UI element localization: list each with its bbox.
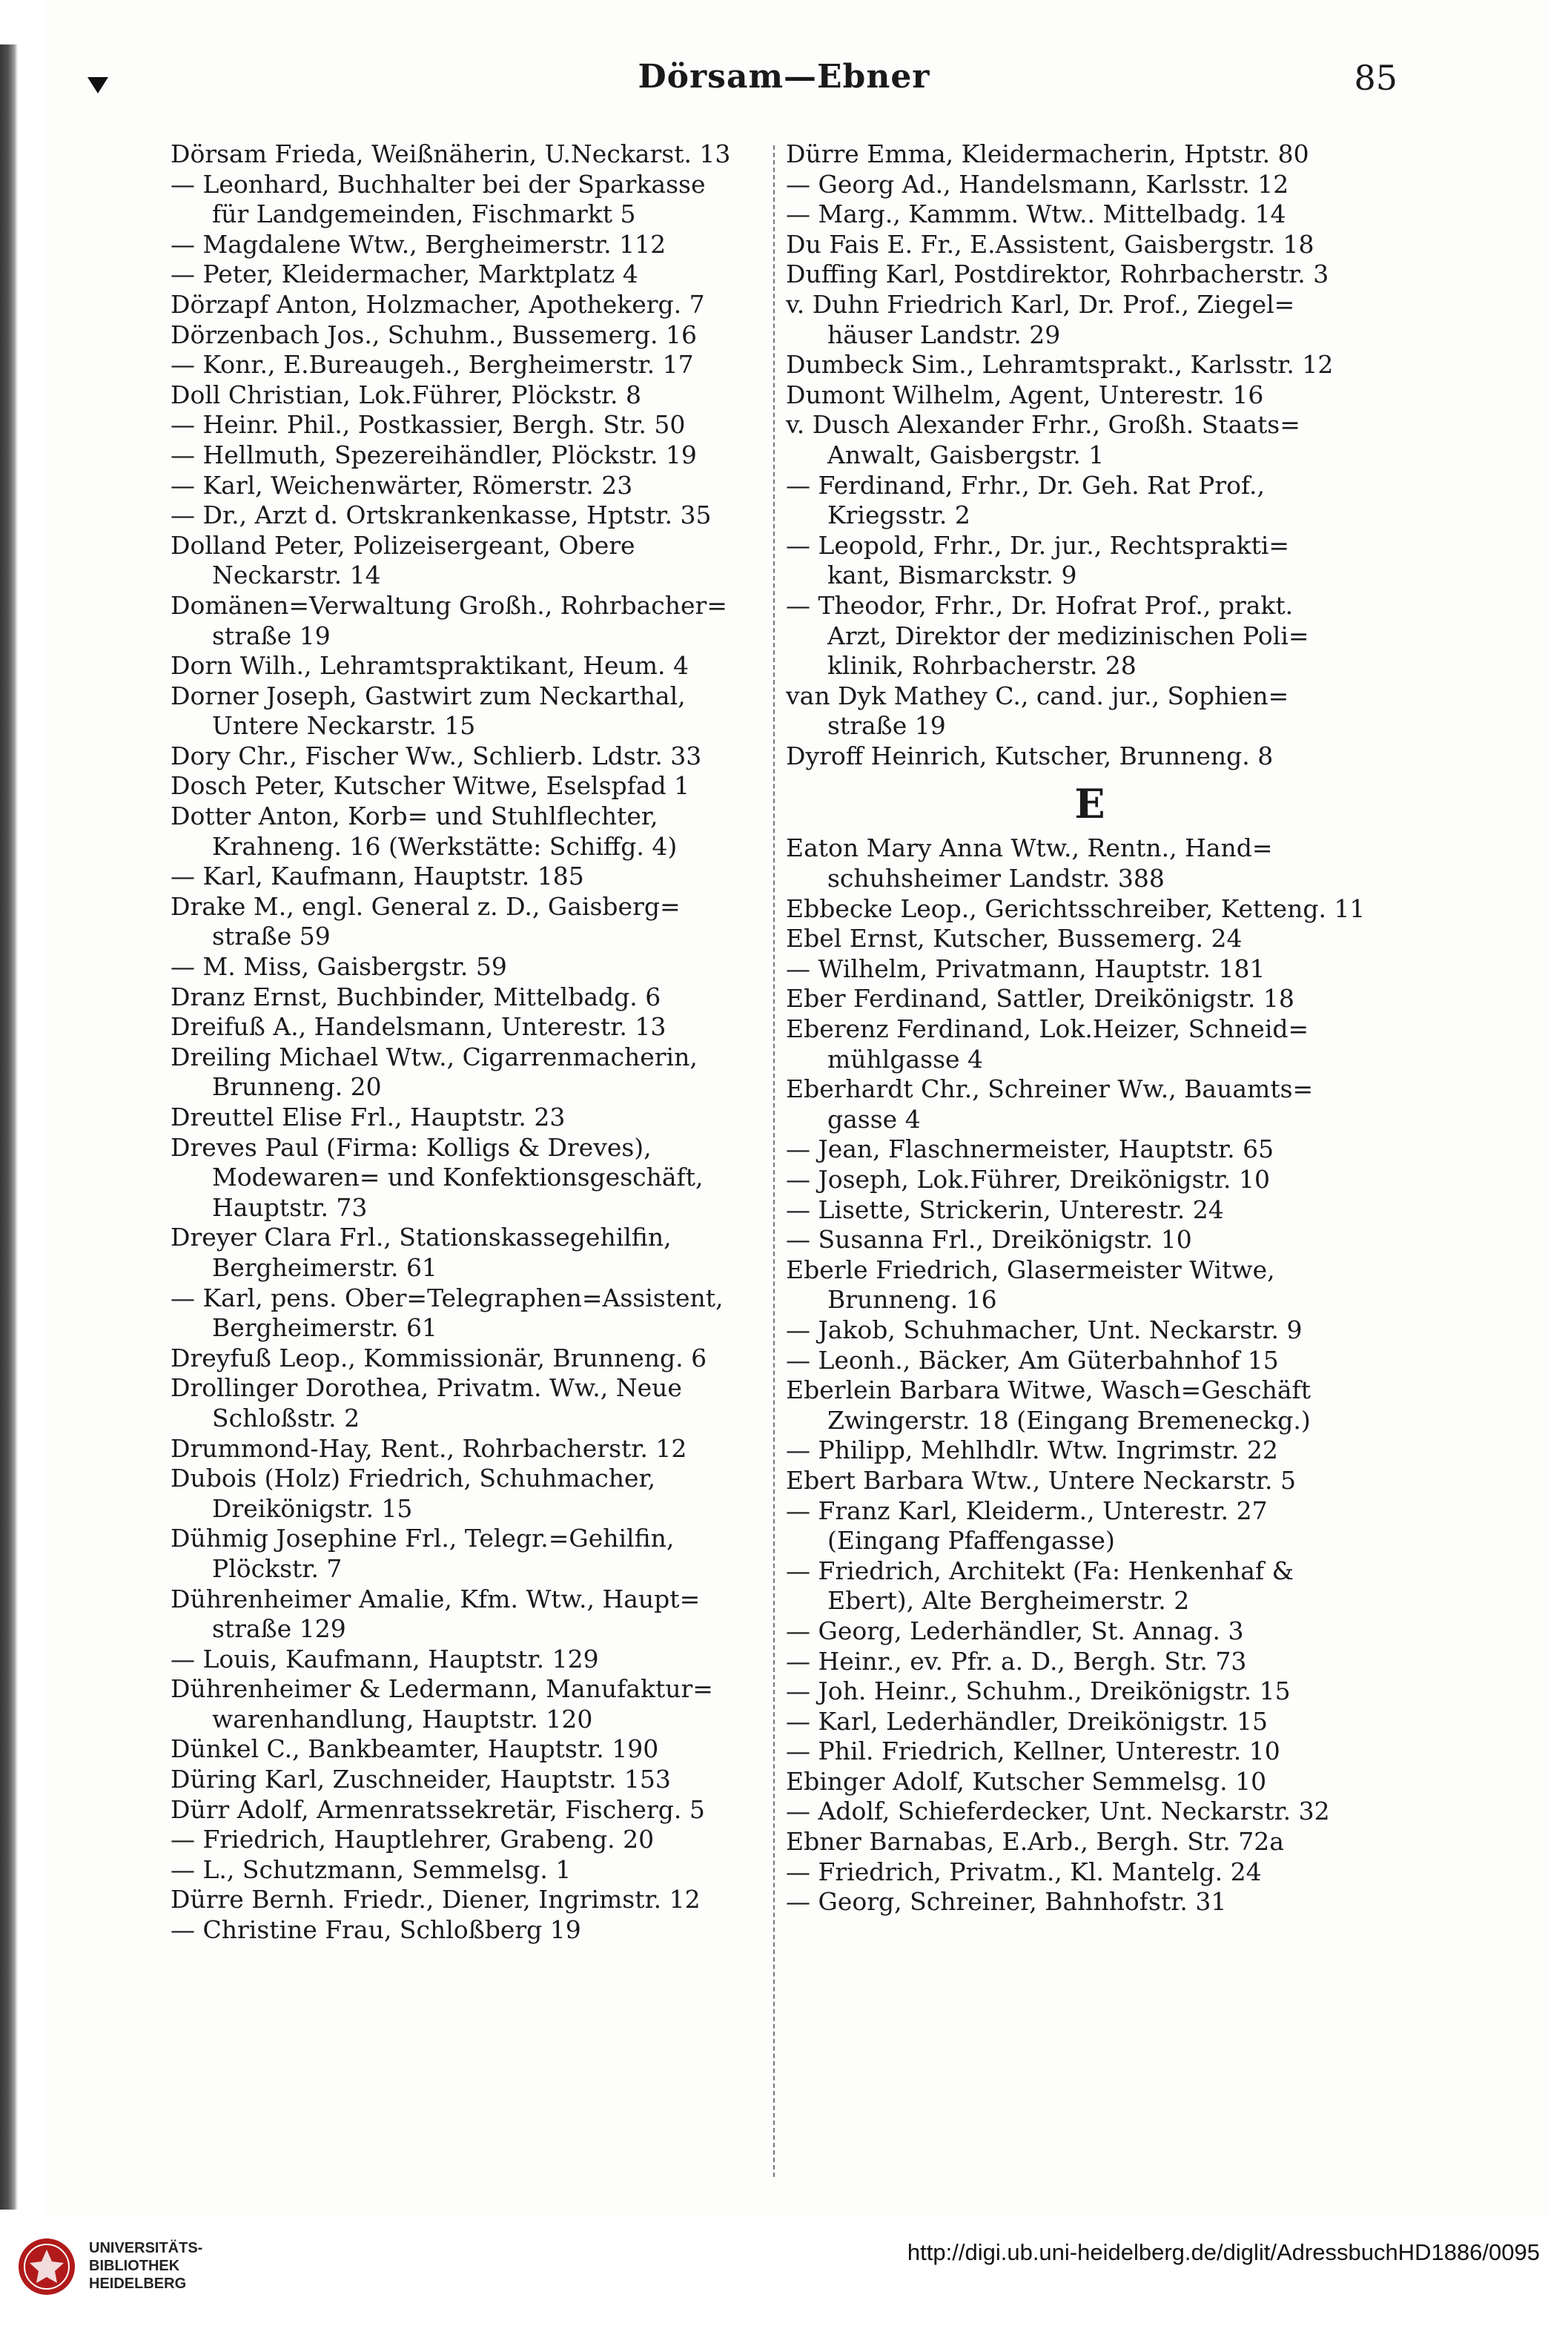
left-column [171,139,778,1946]
directory-entry-line: Bergheimerstr. 61 [212,1252,437,1282]
directory-entry-line: Dührenheimer Amalie, Kfm. Wtw., Haupt= [171,1584,701,1613]
directory-entry-line: straße 59 [212,922,331,951]
directory-entry-line: Dreves Paul (Firma: Kolligs & Dreves), [171,1132,652,1162]
directory-entry-line: Dubois (Holz) Friedrich, Schuhmacher, [171,1464,656,1493]
directory-entry-line: Dorner Joseph, Gastwirt zum Neckarthal, [171,681,686,710]
directory-entry-line: Duffing Karl, Postdirektor, Rohrbacherstr. 3 [786,260,1329,289]
directory-entry-line: Ebner Barnabas, E.Arb., Bergh. Str. 72a [786,1827,1284,1857]
directory-entry-line: Modewaren= und Konfektionsgeschäft, [212,1163,704,1192]
directory-entry-line: — Susanna Frl., Dreikönigstr. 10 [786,1225,1192,1255]
directory-entry-line: schuhsheimer Landstr. 388 [827,864,1165,893]
directory-entry-line: — Franz Karl, Kleiderm., Unterestr. 27 [786,1496,1268,1525]
directory-entry-line: v. Duhn Friedrich Karl, Dr. Prof., Ziegel= [786,289,1295,319]
directory-entry-line: straße 129 [212,1614,346,1644]
directory-entry-line: v. Dusch Alexander Frhr., Großh. Staats= [786,410,1300,440]
directory-entry-line: warenhandlung, Hauptstr. 120 [212,1704,593,1734]
page-number: 85 [1354,58,1397,98]
directory-entry-line: Drake M., engl. General z. D., Gaisberg= [171,891,681,921]
directory-entry-line: Dumont Wilhelm, Agent, Unterestr. 16 [786,380,1264,409]
directory-entry-line: Dreuttel Elise Frl., Hauptstr. 23 [171,1103,566,1131]
directory-entry-line: Eberlein Barbara Witwe, Wasch=Geschäft [786,1375,1311,1405]
directory-entry-line: — Heinr., ev. Pfr. a. D., Bergh. Str. 73 [786,1646,1247,1676]
directory-entry-line: Anwalt, Gaisbergstr. 1 [827,440,1105,469]
directory-entry-line: Eaton Mary Anna Wtw., Rentn., Hand= [786,833,1273,863]
directory-entry-line: Ebbecke Leop., Gerichtsschreiber, Ketteng. 11 [786,893,1366,923]
directory-entry-line: Düring Karl, Zuschneider, Hauptstr. 153 [171,1765,671,1794]
directory-entry-line: klinik, Rohrbacherstr. 28 [827,651,1137,681]
directory-entry-line: — Christine Frau, Schloßberg 19 [171,1915,581,1945]
directory-entry-line: Plöckstr. 7 [212,1553,343,1583]
directory-entry-line: Dürre Bernh. Friedr., Diener, Ingrimstr. 12 [171,1885,701,1914]
university-seal-icon [16,2236,77,2297]
directory-entry-line: Arzt, Direktor der medizinischen Poli= [827,621,1309,650]
directory-entry-line: Eberle Friedrich, Glasermeister Witwe, [786,1255,1275,1284]
directory-entry-line: straße 19 [212,621,331,650]
directory-entry-line: Schloßstr. 2 [212,1403,360,1433]
directory-entry-line: — Konr., E.Bureaugeh., Bergheimerstr. 17 [171,350,694,380]
directory-entry-line: — Karl, Weichenwärter, Römerstr. 23 [171,470,633,500]
directory-entry-line: Drummond-Hay, Rent., Rohrbacherstr. 12 [171,1433,687,1463]
directory-entry-line: Dumbeck Sim., Lehramtsprakt., Karlsstr. 12 [786,350,1334,380]
directory-entry-line: (Eingang Pfaffengasse) [827,1526,1115,1556]
directory-entry-line: — Jean, Flaschnermeister, Hauptstr. 65 [786,1134,1274,1164]
directory-entry-line: Dreyfuß Leop., Kommissionär, Brunneng. 6 [171,1343,707,1372]
directory-entry-line: Ebinger Adolf, Kutscher Semmelsg. 10 [786,1766,1267,1796]
logo-line: BIBLIOTHEK [89,2258,180,2274]
directory-entry-line: — Karl, Kaufmann, Hauptstr. 185 [171,862,584,891]
directory-entry-line: van Dyk Mathey C., cand. jur., Sophien= [786,681,1289,710]
directory-entry-line: — Joseph, Lok.Führer, Dreikönigstr. 10 [786,1165,1270,1194]
directory-entry-line: Eberenz Ferdinand, Lok.Heizer, Schneid= [786,1014,1309,1044]
directory-entry-line: — Phil. Friedrich, Kellner, Unterestr. 10 [786,1737,1280,1766]
directory-entry-line: — Friedrich, Hauptlehrer, Grabeng. 20 [171,1825,655,1854]
directory-entry-line: Brunneng. 20 [212,1072,382,1102]
directory-entry-line: — Theodor, Frhr., Dr. Hofrat Prof., prakt. [786,590,1294,620]
directory-entry-line: Dreikönigstr. 15 [212,1493,413,1523]
directory-entry-line: straße 19 [827,711,946,741]
logo-line: HEIDELBERG [89,2276,187,2292]
directory-entry-line: Zwingerstr. 18 (Eingang Bremeneckg.) [827,1405,1311,1435]
library-logo-text [89,2239,202,2293]
directory-entry-line: Dosch Peter, Kutscher Witwe, Eselspfad 1 [171,771,690,801]
directory-entry-line: — Marg., Kammm. Wtw.. Mittelbadg. 14 [786,199,1286,229]
directory-entry-line: Dory Chr., Fischer Ww., Schlierb. Ldstr. 33 [171,741,702,770]
directory-entry-line: Dörzapf Anton, Holzmacher, Apothekerg. 7 [171,289,705,319]
directory-entry-line: — M. Miss, Gaisbergstr. 59 [171,952,507,982]
directory-entry-line: — Friedrich, Privatm., Kl. Mantelg. 24 [786,1857,1262,1886]
directory-entry-line: — Adolf, Schieferdecker, Unt. Neckarstr. 32 [786,1797,1330,1826]
directory-entry-line: Dotter Anton, Korb= und Stuhlflechter, [171,802,658,831]
directory-entry-line: — Dr., Arzt d. Ortskrankenkasse, Hptstr. 35 [171,500,712,530]
directory-entry-line: Drollinger Dorothea, Privatm. Ww., Neue [171,1373,682,1403]
logo-line: UNIVERSITÄTS- [89,2240,203,2256]
directory-entry-line: gasse 4 [827,1104,921,1134]
directory-entry-line: — Heinr. Phil., Postkassier, Bergh. Str. 50 [171,410,686,440]
directory-entry-line: Eberhardt Chr., Schreiner Ww., Bauamts= [786,1074,1314,1104]
page-title: Dörsam—Ebner [638,58,930,96]
directory-entry-line: kant, Bismarckstr. 9 [827,561,1077,590]
directory-entry-line: — L., Schutzmann, Semmelsg. 1 [171,1854,572,1884]
directory-entry-line: mühlgasse 4 [827,1044,984,1074]
directory-entry-line: Ebert), Alte Bergheimerstr. 2 [827,1586,1190,1616]
section-letter-heading: E [1074,782,1105,827]
directory-entry-line: Ebert Barbara Wtw., Untere Neckarstr. 5 [786,1465,1296,1495]
directory-entry-line: Dolland Peter, Polizeisergeant, Obere [171,530,635,560]
directory-entry-line: Domänen=Verwaltung Großh., Rohrbacher= [171,590,727,620]
directory-entry-line: Dörsam Frieda, Weißnäherin, U.Neckarst. 13 [171,139,731,168]
directory-entry-line: Brunneng. 16 [827,1285,997,1315]
directory-entry-line: Dranz Ernst, Buchbinder, Mittelbadg. 6 [171,982,661,1011]
directory-entry-line: — Georg, Schreiner, Bahnhofstr. 31 [786,1887,1227,1917]
directory-entry-line: Dünkel C., Bankbeamter, Hauptstr. 190 [171,1734,659,1764]
directory-entry-line: — Georg, Lederhändler, St. Annag. 3 [786,1616,1244,1645]
directory-entry-line: Hauptstr. 73 [212,1192,368,1222]
directory-entry-line: Bergheimerstr. 61 [212,1313,437,1343]
directory-entry-line: — Magdalene Wtw., Bergheimerstr. 112 [171,229,666,259]
right-column [786,139,1394,1917]
directory-entry-line: — Friedrich, Architekt (Fa: Henkenhaf & [786,1556,1294,1585]
directory-entry-line: Dürr Adolf, Armenratssekretär, Fischerg. 5 [171,1794,705,1824]
directory-entry-line: Krahneng. 16 (Werkstätte: Schiffg. 4) [212,831,678,861]
directory-entry-line: — Leopold, Frhr., Dr. jur., Rechtsprakti= [786,530,1290,560]
directory-entry-line: — Leonhard, Buchhalter bei der Sparkasse [171,169,706,199]
footer-bar [0,2217,1568,2346]
directory-entry-line: Dühmig Josephine Frl., Telegr.=Gehilfin, [171,1524,675,1553]
source-url-link[interactable]: http://digi.ub.uni-heidelberg.de/diglit/AdressbuchHD1886/0095 [907,2239,1540,2265]
directory-entry-line: Kriegsstr. 2 [827,500,970,530]
directory-entry-line: Dorn Wilh., Lehramtspraktikant, Heum. 4 [171,651,689,681]
directory-entry-line: Dörzenbach Jos., Schuhm., Bussemerg. 16 [171,320,697,349]
directory-entry-line: — Joh. Heinr., Schuhm., Dreikönigstr. 15 [786,1676,1291,1706]
directory-entry-line: Dührenheimer & Ledermann, Manufaktur= [171,1674,713,1704]
directory-entry-line: Dyroff Heinrich, Kutscher, Brunneng. 8 [786,741,1274,770]
directory-entry-line: häuser Landstr. 29 [827,320,1061,349]
directory-entry-line: — Karl, pens. Ober=Telegraphen=Assistent, [171,1283,724,1312]
directory-entry-line: — Peter, Kleidermacher, Marktplatz 4 [171,260,638,289]
directory-entry-line: für Landgemeinden, Fischmarkt 5 [212,199,636,229]
book-spine-shadow [0,44,18,2210]
directory-entry-line: — Georg Ad., Handelsmann, Karlsstr. 12 [786,169,1289,199]
directory-entry-line: Dreyer Clara Frl., Stationskassegehilfin, [171,1223,672,1252]
directory-entry-line: — Philipp, Mehlhdlr. Wtw. Ingrimstr. 22 [786,1435,1278,1465]
directory-entry-line: — Hellmuth, Spezereihändler, Plöckstr. 19 [171,440,697,469]
directory-entry-line: Dürre Emma, Kleidermacherin, Hptstr. 80 [786,139,1309,168]
directory-entry-line: Dreifuß A., Handelsmann, Unterestr. 13 [171,1012,666,1042]
directory-entry-line: — Karl, Lederhändler, Dreikönigstr. 15 [786,1706,1268,1736]
directory-entry-line: Du Fais E. Fr., E.Assistent, Gaisbergstr. 18 [786,229,1314,259]
directory-entry-line: — Louis, Kaufmann, Hauptstr. 129 [171,1644,599,1673]
directory-entry-line: Neckarstr. 14 [212,561,381,590]
directory-entry-line: Dreiling Michael Wtw., Cigarrenmacherin, [171,1042,698,1071]
column-divider [773,145,775,2177]
directory-entry-line: Eber Ferdinand, Sattler, Dreikönigstr. 18 [786,984,1294,1014]
directory-entry-line: — Leonh., Bäcker, Am Güterbahnhof 15 [786,1345,1279,1375]
directory-entry-line: — Ferdinand, Frhr., Dr. Geh. Rat Prof., [786,470,1265,500]
directory-entry-line: Doll Christian, Lok.Führer, Plöckstr. 8 [171,380,641,409]
directory-entry-line: — Lisette, Strickerin, Unterestr. 24 [786,1195,1224,1224]
directory-entry-line: Untere Neckarstr. 15 [212,711,476,741]
directory-entry-line: — Jakob, Schuhmacher, Unt. Neckarstr. 9 [786,1315,1303,1344]
directory-entry-line: Ebel Ernst, Kutscher, Bussemerg. 24 [786,924,1243,954]
directory-entry-line: — Wilhelm, Privatmann, Hauptstr. 181 [786,954,1266,983]
